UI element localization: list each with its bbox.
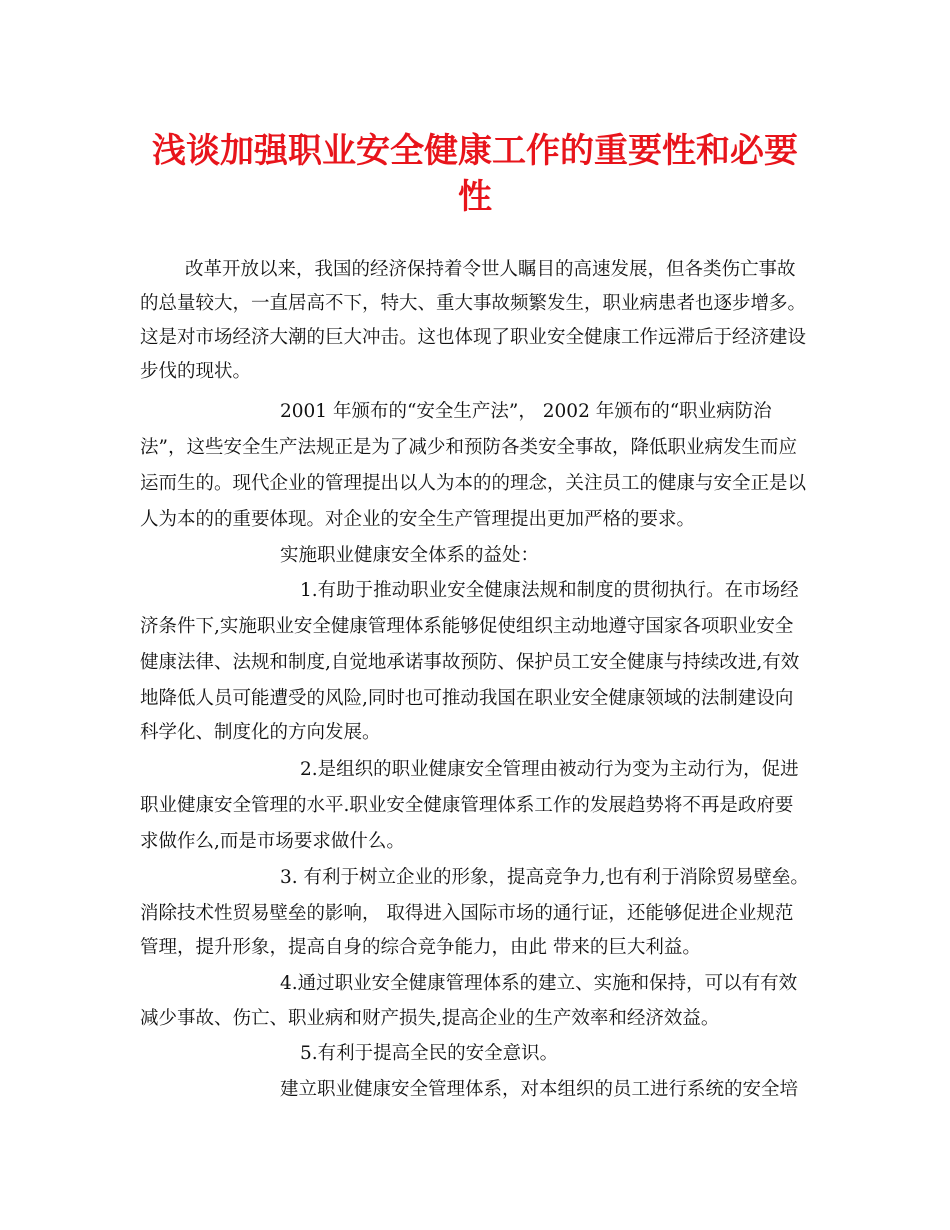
paragraph-line: 建立职业健康安全管理体系，对本组织的员工进行系统的安全培: [280, 1079, 799, 1100]
section-heading: 实施职业健康安全体系的益处：: [280, 545, 540, 566]
list-item-line: 减少事故、伤亡、职业病和财产损失,提高企业的生产效率和经济效益。: [140, 1008, 720, 1029]
list-item-line: 地降低人员可能遭受的风险,同时也可推动我国在职业安全健康领域的法制建设向: [140, 688, 794, 709]
list-item-line: 4.通过职业安全健康管理体系的建立、实施和保持，可以有有效: [280, 973, 798, 994]
document-title-line-1: 浅谈加强职业安全健康工作的重要性和必要: [152, 131, 798, 171]
paragraph-line: 人为本的的重要体现。对企业的安全生产管理提出更加严格的要求。: [140, 509, 696, 530]
paragraph-line: 2001 年颁布的“安全生产法”， 2002 年颁布的“职业病防治: [280, 401, 772, 422]
list-item-line: 3. 有利于树立企业的形象，提高竞争力,也有利于消除贸易壁垒。: [280, 867, 809, 888]
list-item-line: 2.是组织的职业健康安全管理由被动行为变为主动行为，促进: [300, 759, 799, 780]
list-item-line: 消除技术性贸易壁垒的影响， 取得进入国际市场的通行证，还能够促进企业规范: [140, 903, 794, 924]
list-item-line: 健康法律、法规和制度,自觉地承诺事故预防、保护员工安全健康与持续改进,有效: [140, 652, 800, 673]
paragraph-line: 这是对市场经济大潮的巨大冲击。这也体现了职业安全健康工作远滞后于经济建设: [140, 327, 807, 348]
list-item-line: 济条件下,实施职业安全健康管理体系能够促使组织主动地遵守国家各项职业安全: [140, 616, 794, 637]
list-item-line: 求做作么,而是市场要求做什么。: [140, 831, 405, 852]
paragraph-line: 改革开放以来，我国的经济保持着令世人瞩目的高速发展，但各类伤亡事故: [185, 259, 796, 280]
list-item-line: 1.有助于推动职业安全健康法规和制度的贯彻执行。在市场经: [300, 580, 799, 601]
paragraph-line: 法”，这些安全生产法规正是为了减少和预防各类安全事故，降低职业病发生而应: [140, 437, 797, 458]
document-title-line-2: 性: [458, 177, 492, 217]
paragraph-line: 步伐的现状。: [140, 361, 252, 382]
paragraph-line: 运而生的。现代企业的管理提出以人为本的的理念，关注员工的健康与安全正是以: [140, 473, 807, 494]
list-item-line: 管理，提升形象，提高自身的综合竞争能力，由此 带来的巨大利益。: [140, 937, 701, 958]
paragraph-line: 的总量较大，一直居高不下，特大、重大事故频繁发生，职业病患者也逐步增多。: [140, 293, 807, 314]
list-item-line: 5.有利于提高全民的安全意识。: [300, 1043, 559, 1064]
list-item-line: 科学化、制度化的方向发展。: [140, 722, 381, 743]
list-item-line: 职业健康安全管理的水平.职业安全健康管理体系工作的发展趋势将不再是政府要: [140, 795, 794, 816]
